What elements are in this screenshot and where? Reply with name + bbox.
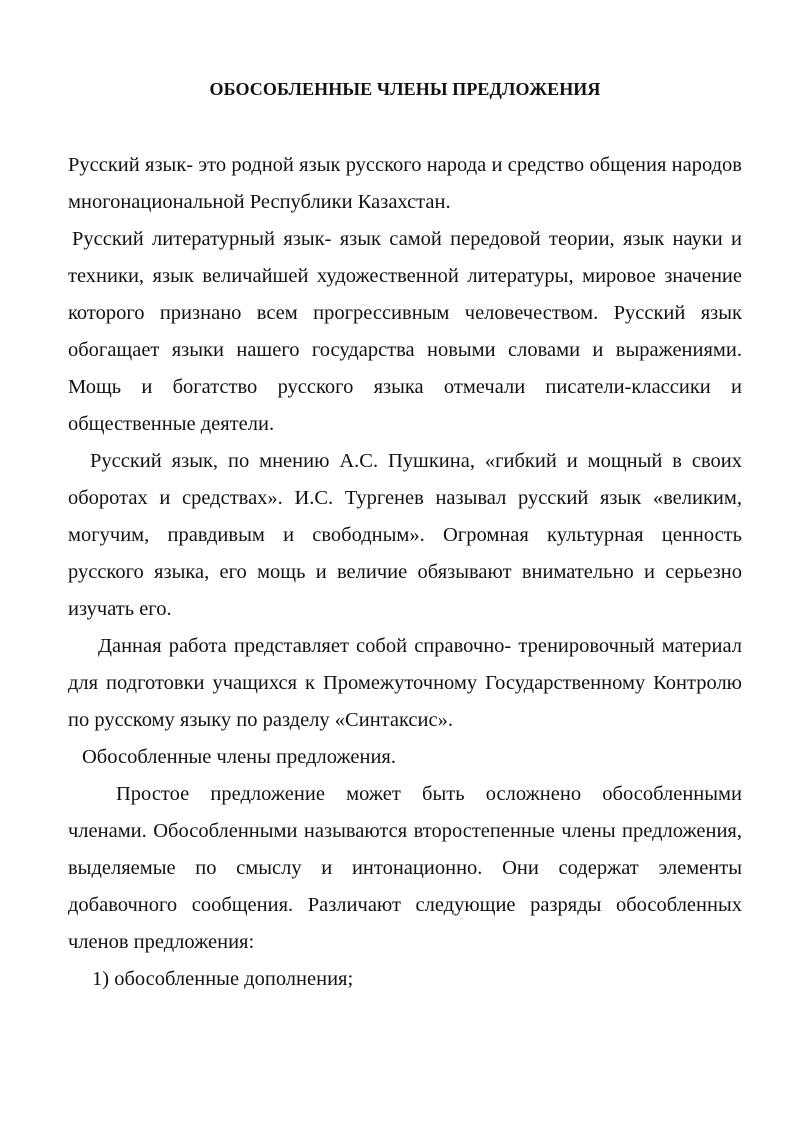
- document-title: ОБОСОБЛЕННЫЕ ЧЛЕНЫ ПРЕДЛОЖЕНИЯ: [209, 79, 601, 99]
- paragraph-intro: Русский язык- это родной язык русского народа и средство общения народов многонациональной Республики Казахстан.: [68, 154, 742, 213]
- paragraph-section-heading: Обособленные члены предложения.: [82, 746, 396, 768]
- list-item-1: 1) обособленные дополнения;: [92, 968, 354, 990]
- paragraph-pushkin-turgenev: Русский язык, по мнению А.С. Пушкина, «гибкий и мощный в своих оборотах и средствах». И.С. Тургенев называл русский язык «великим, могучим, правдивым и свободным». Огромная культурная ценность русского языка, его мощь и величие обязывают внимательно и серьезно изучать его.: [68, 450, 742, 620]
- paragraph-literary-language: Русский литературный язык- язык самой передовой теории, язык науки и техники, язык величайшей художественной литературы, мировое значение которого признано всем прогрессивным человечеством. Русский язык обогащает языки нашего государства новыми словами и выражениями. Мощь и богатство русского языка отмечали писатели-классики и общественные деятели.: [68, 228, 742, 435]
- paragraph-work-description: Данная работа представляет собой справочно- тренировочный материал для подготовки учащихся к Промежуточному Государственному Контролю по русскому языку по разделу «Синтаксис».: [68, 635, 742, 731]
- document-body: [68, 147, 742, 998]
- document-page: [68, 0, 742, 1131]
- paragraph-simple-sentence: Простое предложение может быть осложнено обособленными членами. Обособленными называются второстепенные члены предложения, выделяемые по смыслу и интонационно. Они содержат элементы добавочного сообщения. Различают следующие разряды обособленных членов предложения:: [68, 783, 742, 953]
